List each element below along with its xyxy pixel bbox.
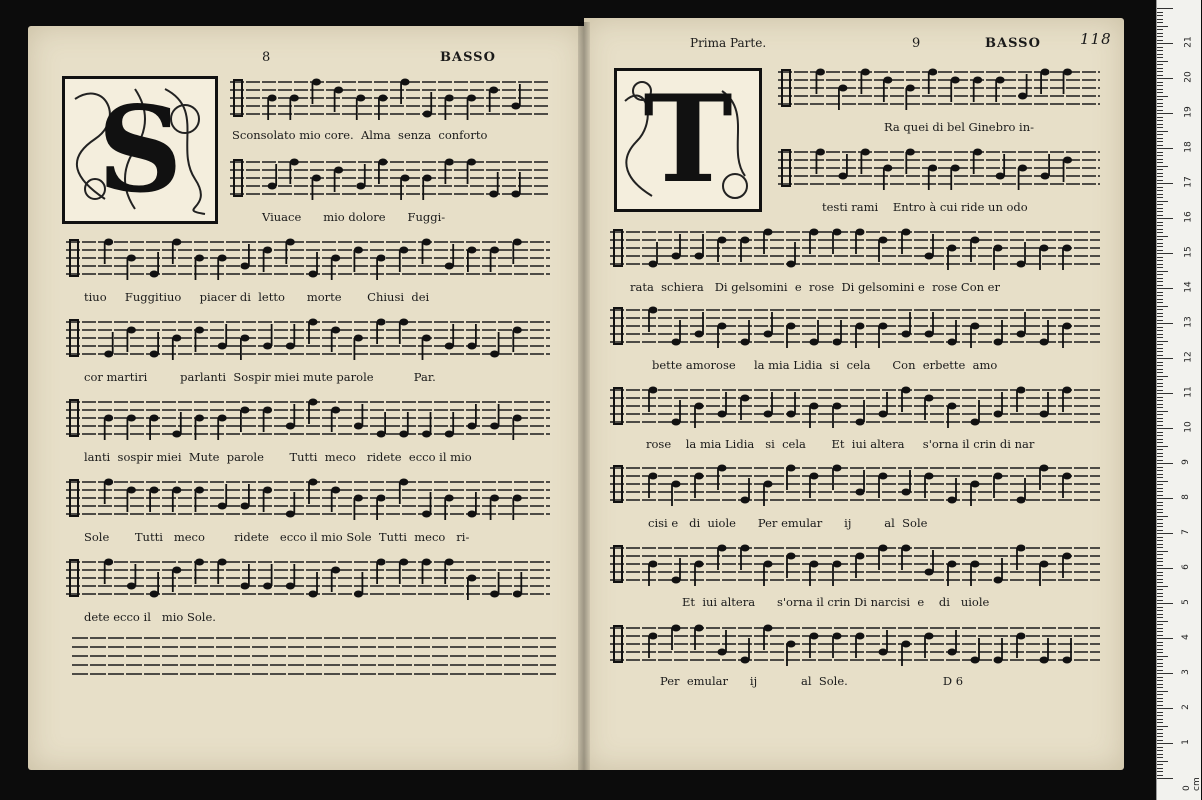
ruler-tick (1157, 64, 1163, 65)
measuring-ruler (1156, 0, 1201, 800)
ruler-tick (1157, 404, 1163, 405)
ruler-tick (1157, 362, 1163, 363)
ruler-tick (1157, 372, 1163, 373)
ruler-tick (1157, 593, 1163, 594)
ruler-tick (1157, 246, 1163, 247)
music-staff (66, 312, 570, 372)
lyric-line: rose la mia Lidia si cela Et iui altera s'orna il crin di nar (646, 437, 1035, 451)
ruler-tick (1157, 106, 1163, 107)
ruler-tick (1157, 680, 1163, 681)
music-staff (610, 300, 1120, 360)
ruler-tick (1157, 176, 1163, 177)
ruler-label: 21 (1183, 36, 1194, 48)
ruler-label: 9 (1180, 459, 1191, 465)
ruler-tick (1157, 523, 1163, 524)
ruler-tick (1157, 299, 1163, 300)
ruler-tick (1157, 208, 1163, 209)
lyric-line: tiuo Fuggitiuo piacer di letto morte Chiusi dei (84, 290, 430, 304)
ruler-tick (1157, 505, 1163, 506)
ruler-tick (1157, 729, 1163, 730)
ruler-tick (1157, 309, 1163, 310)
ruler-tick (1157, 652, 1163, 653)
lyric-line: bette amorose la mia Lidia si cela Con erbette amo (652, 358, 998, 372)
ruler-tick (1157, 295, 1163, 296)
ruler-tick (1157, 61, 1168, 62)
ruler-tick (1157, 740, 1163, 741)
ruler-tick (1157, 684, 1163, 685)
ruler-tick (1157, 778, 1173, 779)
ruler-tick (1157, 82, 1163, 83)
ruler-label: 19 (1183, 106, 1194, 118)
ruler-tick (1157, 19, 1163, 20)
ruler-tick (1157, 435, 1163, 436)
ruler-tick (1157, 250, 1163, 251)
ruler-tick (1157, 8, 1173, 9)
ruler-tick (1157, 638, 1173, 639)
ruler-tick (1157, 666, 1163, 667)
ruler-label: 7 (1180, 529, 1191, 535)
ruler-tick (1157, 764, 1163, 765)
ruler-label: 16 (1183, 211, 1194, 223)
ruler-tick (1157, 558, 1163, 559)
ruler-tick (1157, 596, 1163, 597)
ruler-tick (1157, 701, 1163, 702)
ruler-tick (1157, 257, 1163, 258)
ruler-tick (1157, 229, 1163, 230)
ruler-tick (1157, 131, 1168, 132)
ruler-tick (1157, 29, 1163, 30)
ruler-tick (1157, 663, 1163, 664)
ruler-tick (1157, 715, 1163, 716)
ruler-tick (1157, 138, 1163, 139)
ruler-tick (1157, 190, 1163, 191)
book-gutter (578, 22, 590, 770)
ruler-tick (1157, 645, 1163, 646)
ruler-tick (1157, 547, 1163, 548)
initial-letter: S (97, 80, 183, 219)
music-staff (66, 552, 570, 612)
lyric-line: Et iui altera s'orna il crin Di narcisi e di uiole (682, 595, 990, 609)
music-staff (778, 62, 1120, 122)
ruler-tick (1157, 512, 1163, 513)
ruler-tick (1157, 330, 1163, 331)
ruler-tick (1157, 677, 1163, 678)
ruler-label: 2 (1180, 704, 1191, 710)
ruler-label: 17 (1183, 176, 1194, 188)
ruler-tick (1157, 610, 1163, 611)
ruler-tick (1157, 687, 1163, 688)
ruler-label: 0 cm (1182, 777, 1202, 791)
ruler-tick (1157, 260, 1163, 261)
ruler-tick (1157, 698, 1163, 699)
lyric-line: Sole Tutti meco ridete ecco il mio Sole Tutti meco ri- (84, 530, 470, 544)
ruler-tick (1157, 747, 1163, 748)
right-page-number: 9 (912, 36, 922, 51)
ruler-tick (1157, 334, 1163, 335)
ruler-tick (1157, 418, 1163, 419)
ruler-tick (1157, 537, 1163, 538)
lyric-line: rata schiera Di gelsomini e rose Di gelsomini e rose Con er (630, 280, 1000, 294)
ruler-tick (1157, 180, 1163, 181)
ruler-tick (1157, 120, 1163, 121)
ruler-tick (1157, 495, 1163, 496)
ruler-tick (1157, 264, 1163, 265)
ruler-tick (1157, 243, 1163, 244)
ruler-tick (1157, 393, 1173, 394)
ruler-tick (1157, 96, 1168, 97)
lyric-line: testi rami Entro à cui ride un odo (822, 200, 1028, 214)
ruler-tick (1157, 369, 1163, 370)
music-staff (66, 472, 570, 532)
ruler-tick (1157, 306, 1168, 307)
ruler-tick (1157, 411, 1168, 412)
ruler-tick (1157, 582, 1163, 583)
ruler-tick (1157, 302, 1163, 303)
ruler-tick (1157, 474, 1163, 475)
ruler-tick (1157, 670, 1163, 671)
ruler-tick (1157, 691, 1168, 692)
music-staff (610, 380, 1120, 440)
ruler-tick (1157, 117, 1163, 118)
ruler-tick (1157, 15, 1163, 16)
ruler-tick (1157, 218, 1173, 219)
ruler-tick (1157, 421, 1163, 422)
ruler-tick (1157, 453, 1163, 454)
ruler-tick (1157, 649, 1163, 650)
ruler-tick (1157, 775, 1163, 776)
ruler-label: 10 (1183, 421, 1194, 433)
ruler-label: 18 (1183, 141, 1194, 153)
ruler-tick (1157, 78, 1173, 79)
ruler-label: 13 (1183, 316, 1194, 328)
ruler-tick (1157, 712, 1163, 713)
music-staff (230, 72, 568, 132)
ruler-tick (1157, 439, 1163, 440)
ruler-tick (1157, 355, 1163, 356)
music-staff (610, 538, 1120, 598)
ruler-tick (1157, 40, 1163, 41)
ruler-tick (1157, 75, 1163, 76)
ruler-tick (1157, 253, 1173, 254)
ruler-tick (1157, 771, 1163, 772)
ruler-tick (1157, 155, 1163, 156)
ruler-tick (1157, 89, 1163, 90)
ruler-tick (1157, 768, 1163, 769)
ruler-tick (1157, 376, 1168, 377)
ruler-tick (1157, 516, 1168, 517)
ruler-tick (1157, 540, 1163, 541)
ruler-tick (1157, 344, 1163, 345)
ruler-tick (1157, 22, 1163, 23)
ruler-tick (1157, 26, 1168, 27)
ruler-tick (1157, 152, 1163, 153)
ruler-tick (1157, 271, 1168, 272)
ruler-tick (1157, 239, 1163, 240)
ruler-tick (1157, 726, 1168, 727)
ruler-tick (1157, 733, 1163, 734)
ruler-tick (1157, 204, 1163, 205)
ruler-tick (1157, 288, 1173, 289)
ruler-tick (1157, 463, 1173, 464)
ruler-tick (1157, 761, 1168, 762)
ruler-tick (1157, 656, 1168, 657)
ruler-tick (1157, 526, 1163, 527)
lyric-line: Ra quei di bel Ginebro in- (884, 120, 1035, 134)
ruler-tick (1157, 481, 1168, 482)
ruler-tick (1157, 141, 1163, 142)
ruler-tick (1157, 215, 1163, 216)
ruler-tick (1157, 351, 1163, 352)
ruler-tick (1157, 621, 1168, 622)
ruler-tick (1157, 719, 1163, 720)
music-staff (610, 618, 1120, 678)
ruler-tick (1157, 488, 1163, 489)
ruler-tick (1157, 113, 1173, 114)
left-page-number: 8 (262, 50, 272, 65)
ruler-tick (1157, 313, 1163, 314)
ruler-tick (1157, 348, 1163, 349)
ruler-tick (1157, 456, 1163, 457)
ruler-tick (1157, 323, 1173, 324)
ruler-tick (1157, 477, 1163, 478)
ruler-tick (1157, 446, 1168, 447)
ruler-tick (1157, 43, 1173, 44)
ruler-label: 12 (1183, 351, 1194, 363)
ruler-tick (1157, 159, 1163, 160)
folio-number: 118 (1080, 30, 1112, 48)
ruler-tick (1157, 236, 1168, 237)
ruler-tick (1157, 54, 1163, 55)
ruler-tick (1157, 341, 1168, 342)
ruler-tick (1157, 519, 1163, 520)
ruler-tick (1157, 127, 1163, 128)
ruler-tick (1157, 211, 1163, 212)
ruler-tick (1157, 425, 1163, 426)
ruler-tick (1157, 173, 1163, 174)
ruler-tick (1157, 561, 1163, 562)
ruler-label: 6 (1180, 564, 1191, 570)
ruler-tick (1157, 57, 1163, 58)
ruler-tick (1157, 736, 1163, 737)
ruler-tick (1157, 222, 1163, 223)
music-staff (66, 232, 570, 292)
ruler-tick (1157, 365, 1163, 366)
ruler-tick (1157, 673, 1173, 674)
ruler-tick (1157, 386, 1163, 387)
ruler-tick (1157, 50, 1163, 51)
ruler-tick (1157, 694, 1163, 695)
ruler-tick (1157, 145, 1163, 146)
ruler-tick (1157, 92, 1163, 93)
ruler-tick (1157, 71, 1163, 72)
ruler-label: 15 (1183, 246, 1194, 258)
ruler-tick (1157, 565, 1163, 566)
ruler-tick (1157, 183, 1173, 184)
ruler-tick (1157, 484, 1163, 485)
ruler-label: 1 (1180, 739, 1191, 745)
ruler-tick (1157, 575, 1163, 576)
ruler-tick (1157, 491, 1163, 492)
ruler-tick (1157, 400, 1163, 401)
ruler-tick (1157, 162, 1163, 163)
decorated-initial-s (62, 76, 218, 224)
music-staff (66, 392, 570, 452)
ruler-tick (1157, 533, 1173, 534)
ruler-tick (1157, 551, 1168, 552)
ruler-tick (1157, 442, 1163, 443)
ruler-tick (1157, 169, 1163, 170)
ruler-tick (1157, 267, 1163, 268)
ruler-tick (1157, 607, 1163, 608)
lyric-line: Sconsolato mio core. Alma senza conforto (232, 128, 488, 142)
ruler-tick (1157, 232, 1163, 233)
ruler-tick (1157, 103, 1163, 104)
ruler-tick (1157, 414, 1163, 415)
ruler-tick (1157, 722, 1163, 723)
lyric-line: Per emular ij al Sole. D 6 (660, 674, 964, 688)
ruler-label: 4 (1180, 634, 1191, 640)
ruler-tick (1157, 36, 1163, 37)
ruler-tick (1157, 586, 1168, 587)
ruler-tick (1157, 124, 1163, 125)
ruler-tick (1157, 148, 1173, 149)
lyric-line: lanti sospir miei Mute parole Tutti meco ridete ecco il mio (84, 450, 472, 464)
ruler-tick (1157, 624, 1163, 625)
ruler-tick (1157, 642, 1163, 643)
ruler-tick (1157, 68, 1163, 69)
ruler-tick (1157, 631, 1163, 632)
ruler-tick (1157, 600, 1163, 601)
ruler-tick (1157, 750, 1163, 751)
ruler-tick (1157, 47, 1163, 48)
ruler-tick (1157, 628, 1163, 629)
initial-letter: T (643, 69, 733, 210)
ruler-tick (1157, 187, 1163, 188)
ruler-tick (1157, 194, 1163, 195)
closing-rule (72, 632, 556, 680)
ruler-tick (1157, 320, 1163, 321)
ruler-tick (1157, 278, 1163, 279)
ruler-tick (1157, 743, 1173, 744)
ruler-tick (1157, 358, 1173, 359)
ruler-tick (1157, 327, 1163, 328)
ruler-tick (1157, 757, 1163, 758)
ruler-tick (1157, 33, 1163, 34)
ruler-tick (1157, 12, 1163, 13)
right-page-header: BASSO (985, 36, 1041, 51)
ruler-tick (1157, 470, 1163, 471)
ruler-tick (1157, 432, 1163, 433)
ruler-tick (1157, 407, 1163, 408)
ruler-tick (1157, 166, 1168, 167)
music-staff (230, 152, 568, 212)
ruler-tick (1157, 110, 1163, 111)
ruler-tick (1157, 85, 1163, 86)
running-title: Prima Parte. (690, 36, 767, 50)
lyric-line: dete ecco il mio Sole. (84, 610, 216, 624)
lyric-line: Viuace mio dolore Fuggi- (262, 210, 446, 224)
ruler-tick (1157, 292, 1163, 293)
ruler-tick (1157, 460, 1163, 461)
ruler-tick (1157, 603, 1173, 604)
ruler-tick (1157, 617, 1163, 618)
ruler-tick (1157, 201, 1168, 202)
ruler-tick (1157, 134, 1163, 135)
ruler-tick (1157, 449, 1163, 450)
ruler-tick (1157, 428, 1173, 429)
ruler-tick (1157, 502, 1163, 503)
ruler-tick (1157, 572, 1163, 573)
ruler-tick (1157, 708, 1173, 709)
ruler-tick (1157, 467, 1163, 468)
ruler-tick (1157, 379, 1163, 380)
ruler-tick (1157, 498, 1173, 499)
ruler-tick (1157, 316, 1163, 317)
ruler-label: 5 (1180, 599, 1191, 605)
ruler-tick (1157, 544, 1163, 545)
ruler-label: 3 (1180, 669, 1191, 675)
lyric-line: cisi e di uiole Per emular ij al Sole (648, 516, 928, 530)
ruler-tick (1157, 383, 1163, 384)
ruler-tick (1157, 579, 1163, 580)
ruler-label: 14 (1183, 281, 1194, 293)
left-page-header: BASSO (440, 50, 496, 65)
music-staff (610, 458, 1120, 518)
ruler-tick (1157, 285, 1163, 286)
ruler-tick (1157, 614, 1163, 615)
ruler-tick (1157, 509, 1163, 510)
ruler-tick (1157, 274, 1163, 275)
ruler-tick (1157, 337, 1163, 338)
music-staff (778, 142, 1120, 202)
lyric-line: cor martiri parlanti Sospir miei mute parole Par. (84, 370, 436, 384)
ruler-tick (1157, 554, 1163, 555)
ruler-tick (1157, 390, 1163, 391)
ruler-tick (1157, 397, 1163, 398)
ruler-tick (1157, 281, 1163, 282)
decorated-initial-t (614, 68, 762, 212)
ruler-tick (1157, 225, 1163, 226)
ruler-tick (1157, 754, 1163, 755)
ruler-tick (1157, 659, 1163, 660)
ruler-tick (1157, 99, 1163, 100)
ruler-label: 11 (1183, 386, 1194, 398)
ruler-label: 20 (1183, 71, 1194, 83)
ruler-label: 8 (1180, 494, 1191, 500)
ruler-tick (1157, 530, 1163, 531)
ruler-tick (1157, 568, 1173, 569)
ruler-tick (1157, 197, 1163, 198)
music-staff (610, 222, 1120, 282)
ruler-tick (1157, 589, 1163, 590)
ruler-tick (1157, 635, 1163, 636)
ruler-tick (1157, 705, 1163, 706)
